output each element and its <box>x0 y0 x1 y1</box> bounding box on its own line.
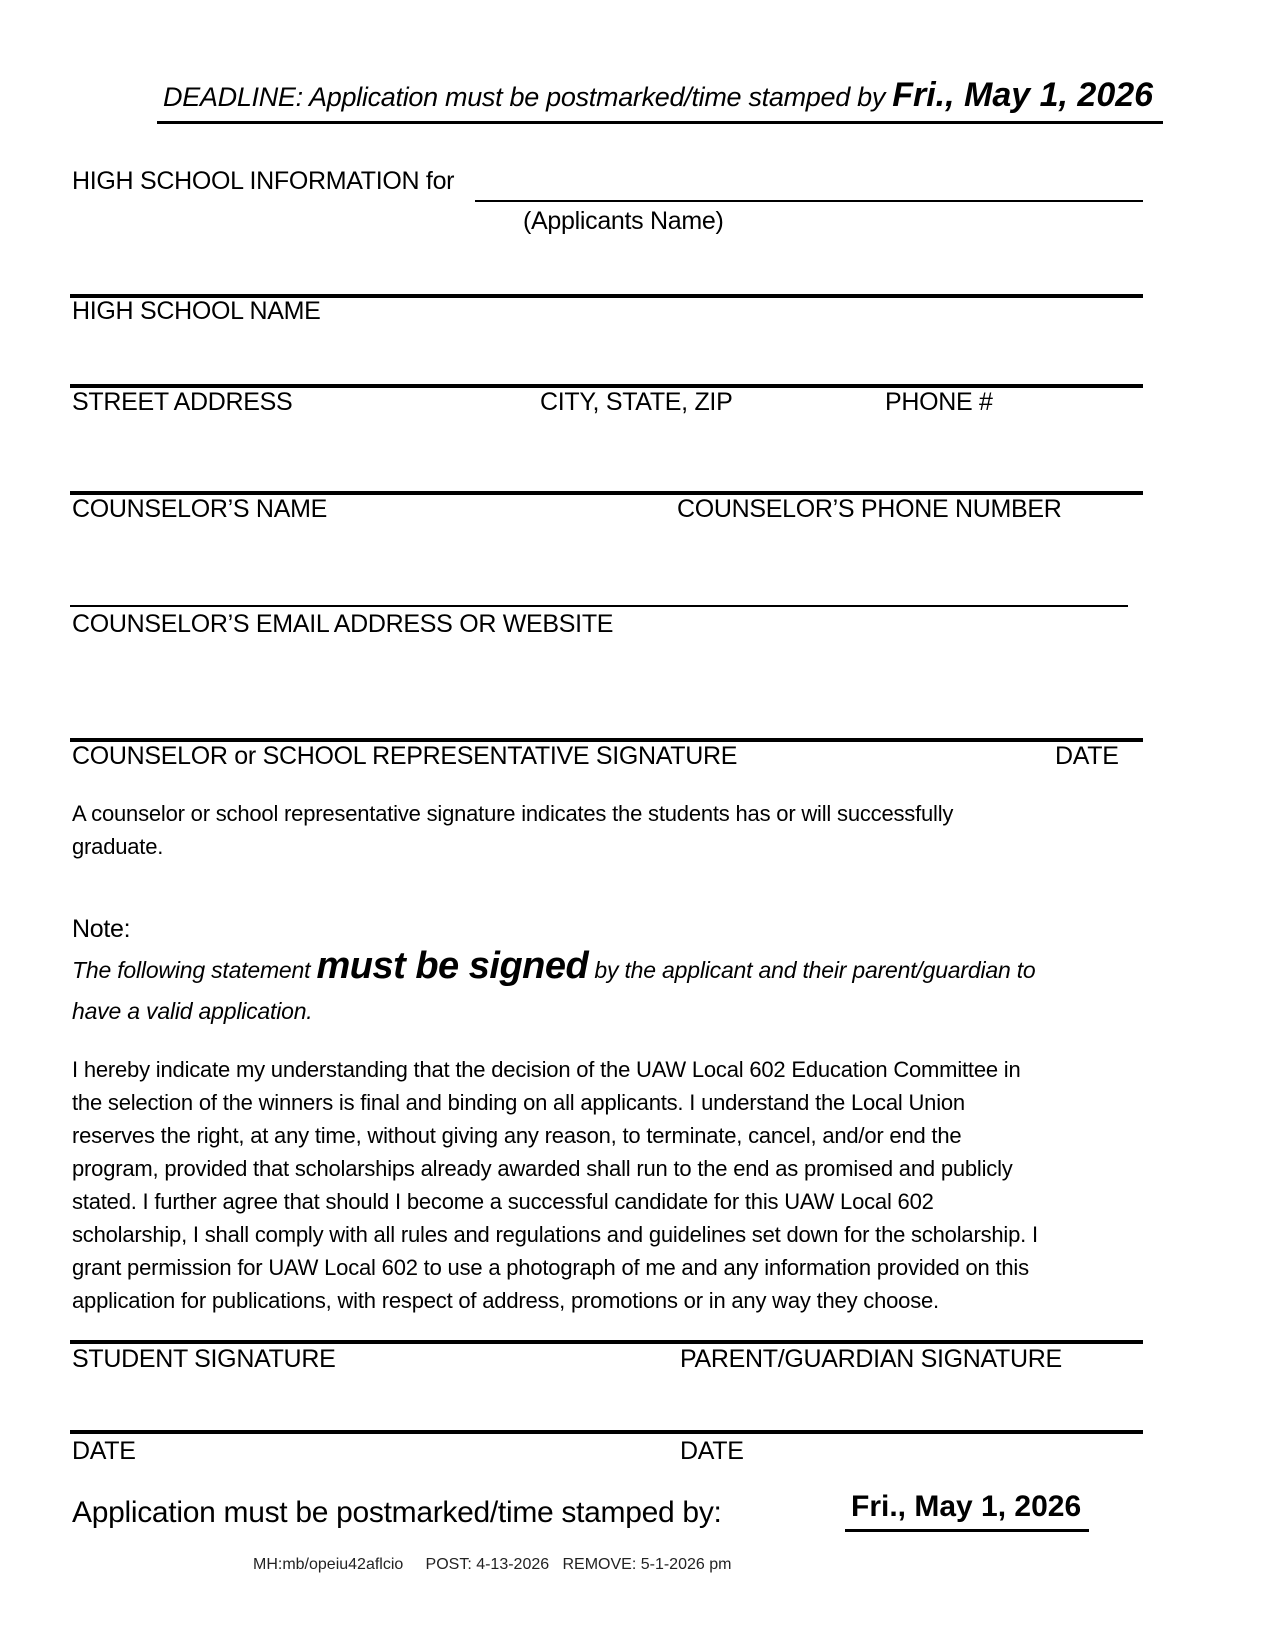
bottom-deadline-label: Application must be postmarked/time stamped by: <box>72 1496 722 1529</box>
counselor-email-blank-line <box>70 605 1128 607</box>
phone-label: PHONE # <box>885 388 993 416</box>
agreement-paragraph <box>72 1053 1038 1317</box>
student-date-label: DATE <box>72 1437 136 1465</box>
note-statement-suffix: by the applicant and their parent/guardian to <box>588 957 1036 983</box>
high-school-info-label: HIGH SCHOOL INFORMATION for <box>72 167 455 195</box>
street-address-label: STREET ADDRESS <box>72 388 293 416</box>
student-signature-line <box>70 1340 1143 1344</box>
admin-footer-text: MH:mb/opeiu42aflcio POST: 4-13-2026 REMOVE: 5-1-2026 pm <box>253 1556 732 1573</box>
counselor-email-label: COUNSELOR’S EMAIL ADDRESS OR WEBSITE <box>72 610 614 638</box>
deadline-header <box>157 76 1163 124</box>
agreement-line: scholarship, I shall comply with all rules and regulations and guidelines set down for the scholarship. I <box>72 1222 1038 1247</box>
counselor-note-line: graduate. <box>72 834 164 859</box>
city-state-zip-label: CITY, STATE, ZIP <box>540 388 733 416</box>
deadline-header-underline <box>157 76 1163 124</box>
bottom-deadline-date: Fri., May 1, 2026 <box>845 1490 1089 1532</box>
note-statement-prefix: The following statement <box>72 957 317 983</box>
representative-date-label: DATE <box>1055 742 1119 770</box>
counselor-note-paragraph <box>72 797 953 863</box>
agreement-line: I hereby indicate my understanding that the decision of the UAW Local 602 Education Committee in <box>72 1057 1021 1082</box>
parent-signature-label: PARENT/GUARDIAN SIGNATURE <box>680 1345 1062 1373</box>
high-school-name-label: HIGH SCHOOL NAME <box>72 297 321 325</box>
agreement-line: reserves the right, at any time, without giving any reason, to terminate, cancel, and/or end the <box>72 1123 962 1148</box>
agreement-line: grant permission for UAW Local 602 to use a photograph of me and any information provided on this <box>72 1255 1029 1280</box>
counselor-name-label: COUNSELOR’S NAME <box>72 495 327 523</box>
note-statement-line2: have a valid application. <box>72 998 313 1024</box>
agreement-line: the selection of the winners is final and binding on all applicants. I understand the Local Union <box>72 1090 965 1115</box>
deadline-header-date: Fri., May 1, 2026 <box>892 76 1154 114</box>
counselor-note-line: A counselor or school representative signature indicates the students has or will successfully <box>72 801 954 826</box>
note-statement <box>72 945 1036 988</box>
agreement-line: stated. I further agree that should I become a successful candidate for this UAW Local 602 <box>72 1189 934 1214</box>
applicant-name-caption: (Applicants Name) <box>523 207 724 235</box>
deadline-header-text: DEADLINE: Application must be postmarked/time stamped by <box>163 82 893 112</box>
representative-signature-label: COUNSELOR or SCHOOL REPRESENTATIVE SIGNATURE <box>72 742 738 770</box>
agreement-line: program, provided that scholarships already awarded shall run to the end as promised and publicly <box>72 1156 1013 1181</box>
note-label: Note: <box>72 915 131 943</box>
must-be-signed-emphasis: must be signed <box>316 945 589 987</box>
parent-date-label: DATE <box>680 1437 744 1465</box>
counselor-phone-label: COUNSELOR’S PHONE NUMBER <box>677 495 1062 523</box>
student-signature-label: STUDENT SIGNATURE <box>72 1345 336 1373</box>
applicant-name-blank-line <box>475 200 1143 202</box>
date-signature-line <box>70 1430 1143 1434</box>
agreement-line: application for publications, with respect of address, promotions or in any way they choose. <box>72 1288 939 1313</box>
